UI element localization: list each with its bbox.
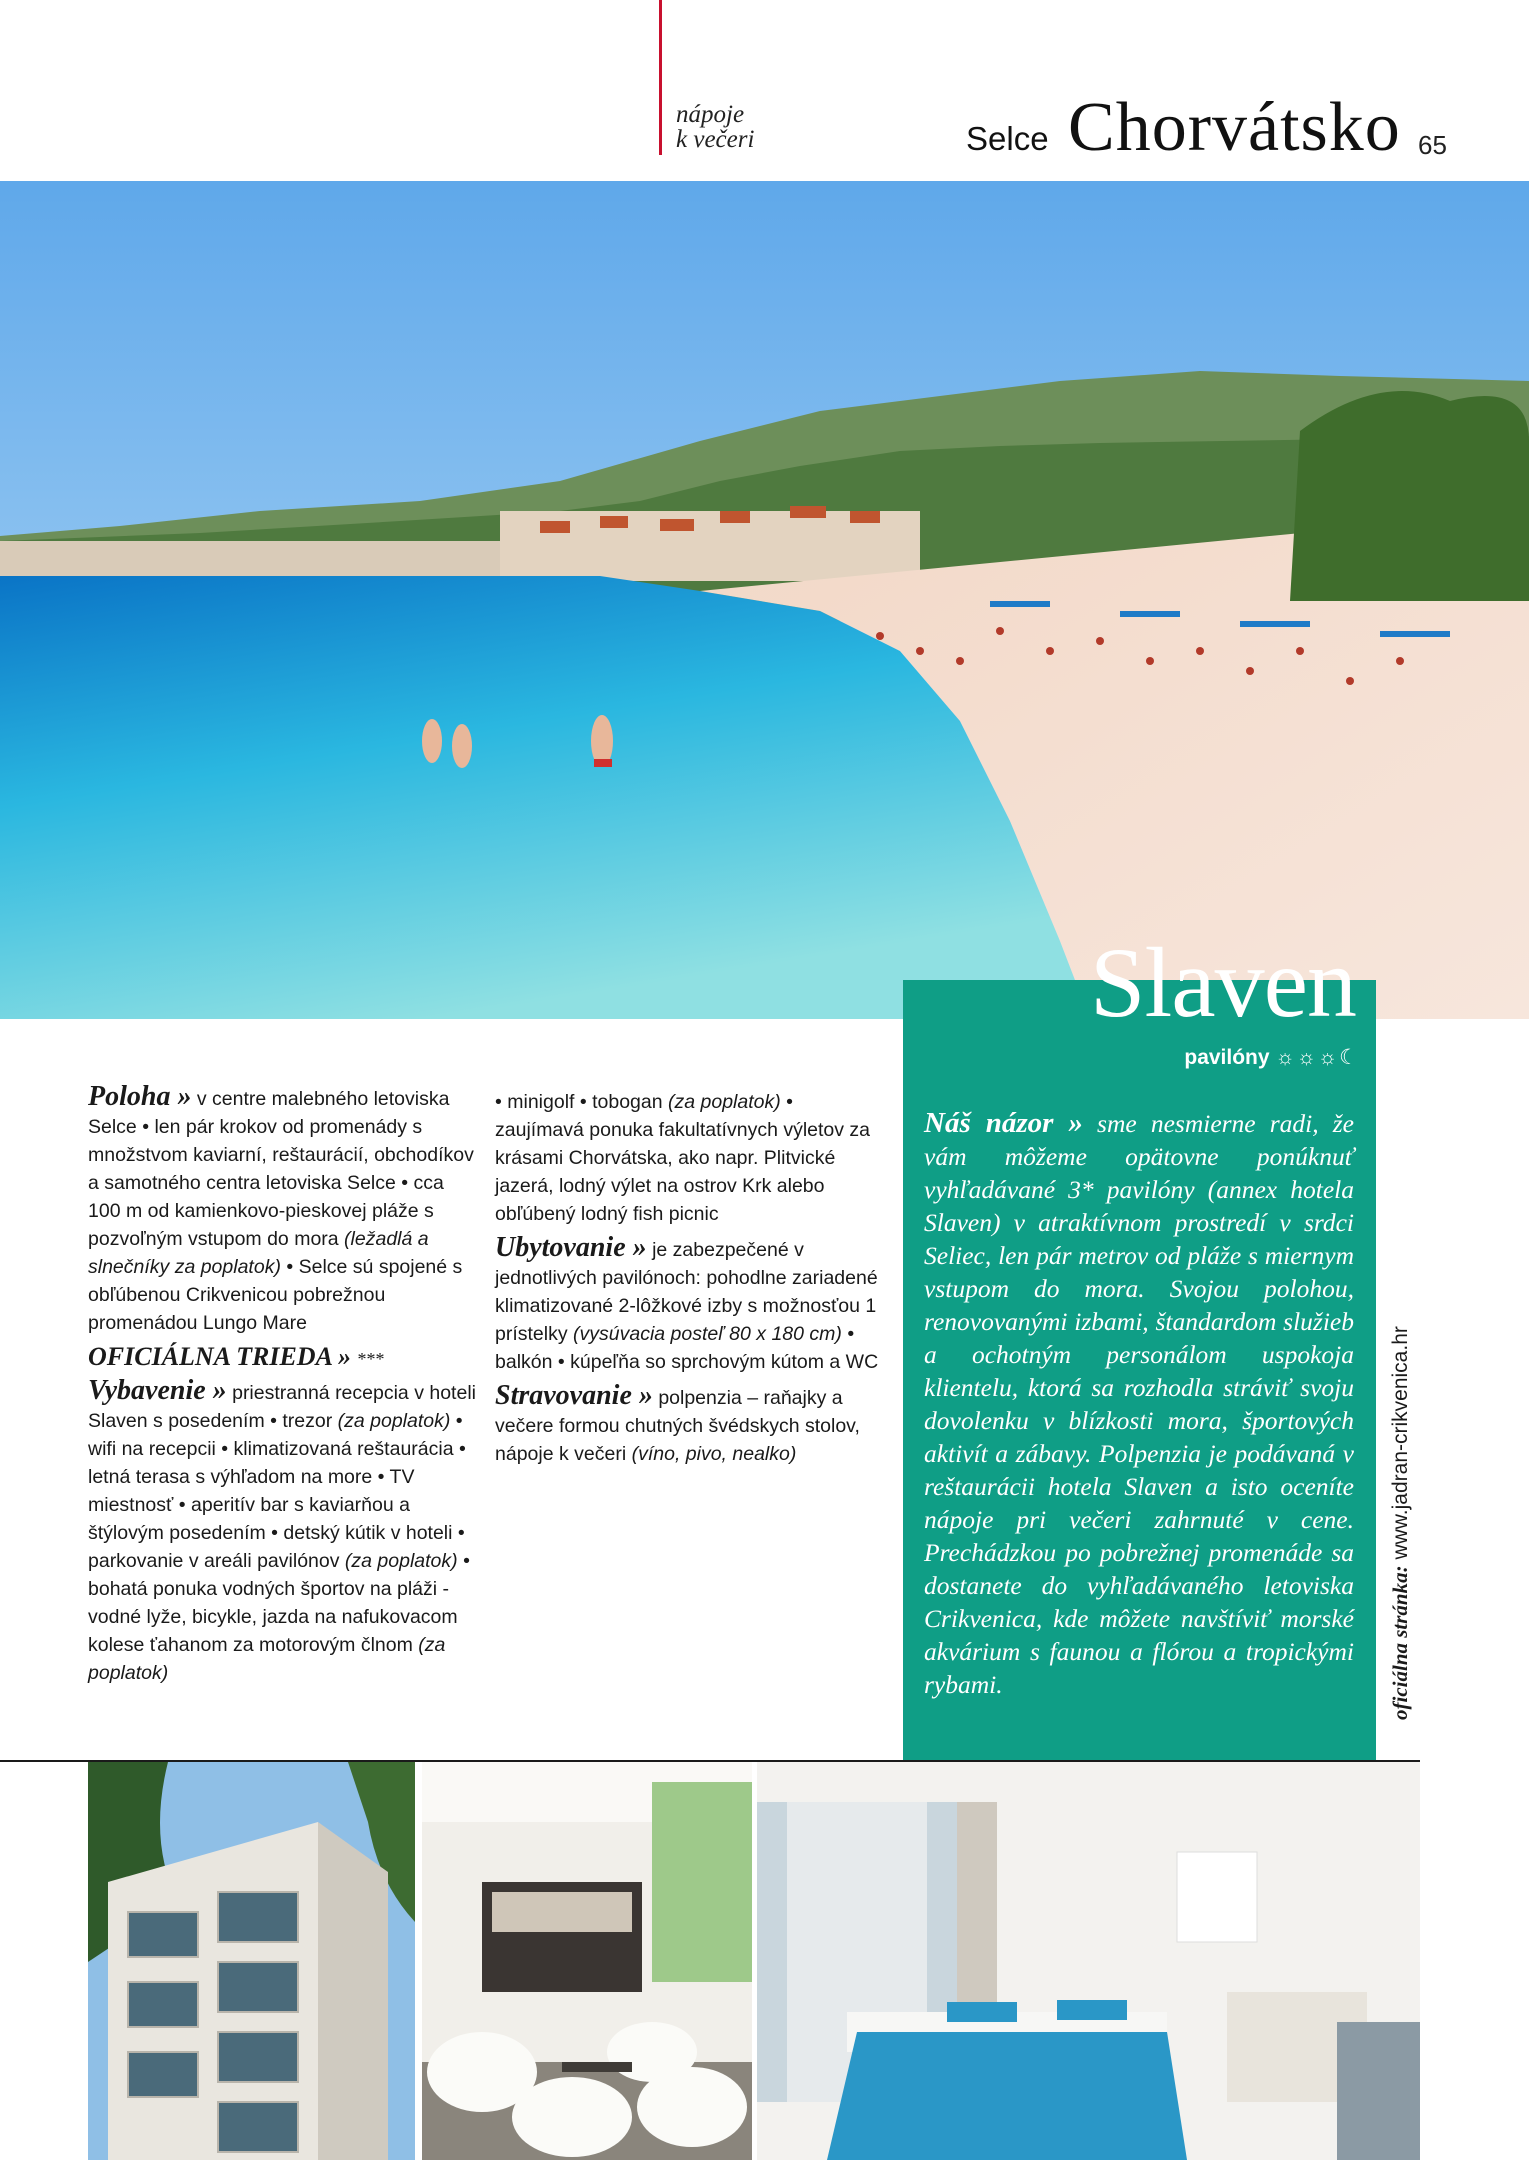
header-red-rule — [659, 0, 662, 155]
header-place: Selce — [966, 120, 1049, 157]
opinion-body: sme nesmierne radi, že vám môžeme opätovne ponúknuť vyhľadávané 3* pavilóny (annex hotela Slaven) v atraktívnom prostredí v srdci Seliec, len pár metrov od pláže s miernym vstupom do mora. Svojou polohou, renovovanými izbami, štandardom služieb a ochotným personálom uspokoja klientelu, ktorá sa rozhodla stráviť svoju dovolenku v blízkosti mora, športových aktivít a zábavy. Polpenzia je podávaná v reštaurácii hotela Slaven a isto oceníte nápoje pri večeri zahrnuté v cene. Prechádzkou po pobrežnej promenáde sa dostanete do vyhľadávaného letoviska Crikvenica, kde môžete navštíviť morské akvárium s faunou a flórou a tropickými rybami. — [924, 1109, 1354, 1699]
vybavenie-italic-2: (za poplatok) — [344, 1550, 458, 1572]
photo-lobby-interior — [422, 1762, 752, 2160]
official-class-heading: OFICIÁLNA TRIEDA » — [88, 1342, 351, 1371]
poloha-italic: (ležadlá a slnečníky za poplatok) — [88, 1228, 429, 1278]
hotel-category — [1080, 1045, 1360, 1070]
vybavenie-text-3: • bohatá ponuka vodných športov na pláži - vodné lyže, bicykle, jazda na nafukovacom kolese ťahanom za motorovým člnom — [88, 1550, 470, 1656]
vybavenie-italic-4: (za poplatok) — [668, 1091, 781, 1113]
hero-beach-photo — [0, 181, 1529, 1019]
vybavenie-heading: Vybavenie » — [88, 1375, 227, 1406]
body-column-2 — [495, 1088, 887, 1474]
hotel-category-label: pavilóny — [1184, 1046, 1270, 1069]
ubytovanie-italic-1: (vysúvacia posteľ 80 x 180 cm) — [573, 1323, 842, 1345]
section-vybavenie-continued — [495, 1088, 887, 1228]
section-vybavenie — [88, 1377, 480, 1687]
official-website-label: oficiálna stránka: — [1388, 1565, 1412, 1720]
photo-bedroom — [757, 1762, 1420, 2160]
vybavenie-italic-1: (za poplatok) — [337, 1410, 451, 1432]
poloha-heading: Poloha » — [88, 1081, 192, 1112]
tagline-line-2: k večeri — [676, 126, 755, 153]
vybavenie-text-2: • wifi na recepcii • klimatizovaná reštaurácia • letná terasa s výhľadom na more • TV miestnosť • aperitív bar s kaviarňou a štýlovým posedením • detský kútik v hoteli • parkovanie v areáli pavilónov — [88, 1410, 466, 1572]
vybavenie-text-4: • minigolf • tobogan — [495, 1091, 663, 1113]
vybavenie-text-1: priestranná recepcia v hoteli Slaven s posedením • trezor — [88, 1382, 476, 1432]
poloha-text-1: v centre malebného letoviska Selce • len pár krokov od promenády s množstvom kaviarní, reštaurácií, obchodíkov a samotného centra letoviska Selce • cca 100 m od kamienkovo-pieskovej pláže s pozvoľným vstupom do mora — [88, 1088, 474, 1250]
vybavenie-text-5: • zaujímavá ponuka fakultatívnych výletov za krásami Chorvátska, ako napr. Plitvické jazerá, lodný výlet na ostrov Krk alebo obľúbený lodný fish picnic — [495, 1091, 871, 1225]
opinion-heading: Náš názor » — [924, 1107, 1083, 1139]
official-website — [1388, 1260, 1418, 1720]
stravovanie-italic-1: (víno, pivo, nealko) — [631, 1443, 797, 1465]
official-website-url[interactable]: www.jadran-crikvenica.hr — [1389, 1326, 1412, 1560]
hotel-name: Slaven — [1089, 927, 1356, 1038]
section-ubytovanie — [495, 1234, 887, 1376]
vybavenie-italic-3: (za poplatok) — [88, 1634, 446, 1684]
opinion-text-block — [924, 1107, 1354, 1701]
header-country: Chorvátsko — [1068, 89, 1401, 166]
ubytovanie-heading: Ubytovanie » — [495, 1232, 647, 1263]
ubytovanie-text-2: • balkón • kúpeľňa so sprchovým kútom a WC — [495, 1323, 879, 1373]
poloha-text-2: • Selce sú spojené s obľúbenou Crikvenicou pobrežnou promenádou Lungo Mare — [88, 1256, 463, 1334]
header-tagline — [676, 102, 754, 152]
stravovanie-heading: Stravovanie » — [495, 1380, 653, 1411]
section-official-class — [88, 1343, 480, 1373]
section-stravovanie — [495, 1382, 887, 1468]
page-number: 65 — [1418, 130, 1447, 160]
body-column-1 — [88, 1083, 480, 1693]
sun-rating-icon: ☼☼☼☾ — [1275, 1046, 1360, 1069]
tagline-line-1: nápoje — [676, 101, 745, 128]
stravovanie-text-1: polpenzia – raňajky a večere formou chutných švédskych stolov, nápoje k večeri — [495, 1387, 860, 1465]
official-class-stars: *** — [357, 1349, 385, 1369]
ubytovanie-text-1: je zabezpečené v jednotlivých pavilónoch: pohodlne zariadené klimatizované 2-lôžkové izby s možnosťou 1 prístelky — [495, 1239, 878, 1345]
photo-building-exterior — [88, 1762, 415, 2160]
section-poloha — [88, 1083, 480, 1337]
